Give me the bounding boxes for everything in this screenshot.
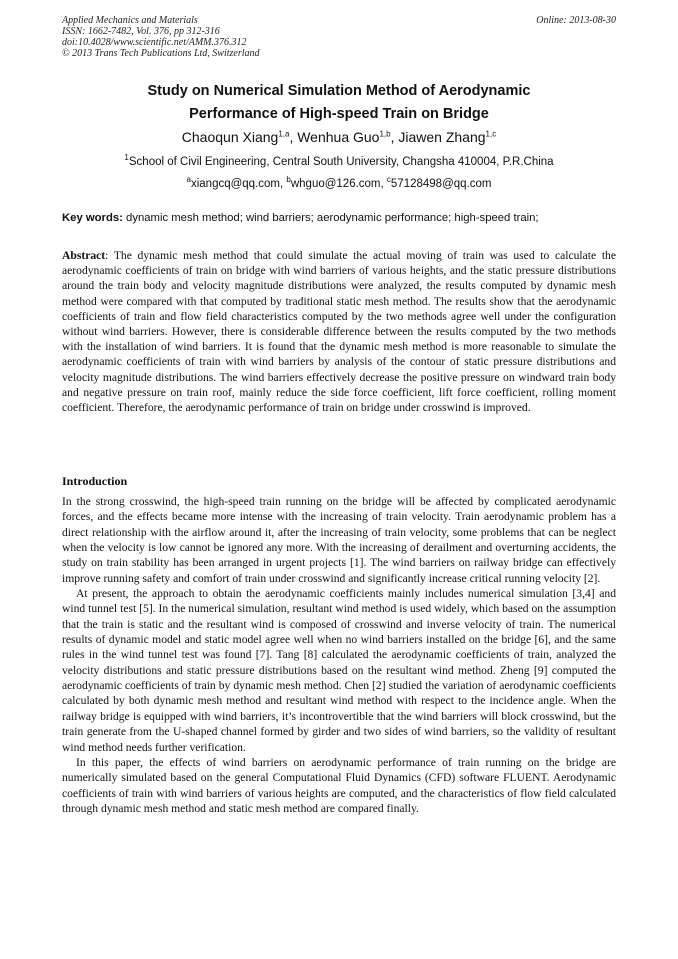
paragraph: In this paper, the effects of wind barriers on aerodynamic performance of train running on the bridge are numerically simulated based on the general Computational Fluid Dynamics (CFD) software FLUENT. Aerodynamic coefficients of train with wind barriers of various heights are computed, and the characteristics of flow field calculated through dynamic mesh method and static mesh method are compared finally. (62, 755, 616, 815)
keywords-text: dynamic mesh method; wind barriers; aerodynamic performance; high-speed train; (122, 212, 539, 224)
copyright-line: © 2013 Trans Tech Publications Ltd, Switzerland (62, 48, 260, 59)
author-sup: 1,c (485, 129, 497, 139)
paper-title-line-2: Performance of High-speed Train on Bridge (189, 106, 489, 122)
paragraph: At present, the approach to obtain the aerodynamic coefficients mainly includes numerical simulation [3,4] and wind tunnel test [5]. In the numerical simulation, resultant wind method is used widely, which based on the assumption that the train is static and the resultant wind is composed of crosswind and inverse velocity of train. The numerical results of dynamic model and static model agree well when no wind barriers installed on the bridge [6], and the same rules in the wind tunnel test was found [7]. Tang [8] calculated the aerodynamic coefficients of train, analyzed the velocity distributions and static pressure distributions based on the resultant wind method. Zheng [9] computed the aerodynamic coefficients of train by dynamic mesh method. Chen [2] studied the variation of aerodynamic coefficients calculated by both dynamic mesh method and resultant wind method with respect to the incidence angle. When the railway bridge is equipped with wind barriers, it’s incontrovertible that the wind barriers will block crosswind, but the train generate from the U-shaped channel formed by girder and two sides of wind barriers, so the validity of resultant wind method needs further verification. (62, 587, 616, 754)
email-link[interactable]: 57128498@qq.com (390, 178, 492, 190)
keywords (62, 210, 616, 226)
online-date: Online: 2013-08-30 (536, 15, 616, 26)
author: Wenhua Guo$^{1,b}$, (297, 129, 399, 145)
abstract-text: : The dynamic mesh method that could simulate the actual moving of train was used to calculate the aerodynamic coefficients of train on bridge with wind barriers of various heights, and the static pressure distributions around the train body and velocity magnitude distributions were analyzed, the results computed by dynamic mesh method were compared with that computed by traditional static mesh method. The results show that the aerodynamic coefficients of train and flow field characteristics computed by the two methods agree well under the configuration without wind barriers. However, there is considerable difference between the results computed by the two methods with the installation of wind barriers. It is found that the dynamic mesh method is more reasonable to simulate the aerodynamic coefficients of train with wind barriers by analysis of the contour of static pressure distributions and velocity magnitude distributions. The wind barriers effectively decrease the positive pressure on windward train body and negative pressure on train roof, mainly reduce the side force coefficient, lift force coefficient, rolling moment coefficient. Therefore, the aerodynamic performance of train on bridge under crosswind is improved. (62, 249, 616, 415)
abstract-label: Abstract (62, 249, 106, 262)
author-list (62, 127, 616, 147)
author-name: Jiawen Zhang (398, 129, 486, 145)
email-list: $^a$xiangcq@qq.com, $^b$whguo@126.com, $^c$57128498@qq.com (186, 175, 492, 190)
author-name: Chaoqun Xiang (181, 129, 279, 145)
author: Chaoqun Xiang$^{1,a}$, (181, 129, 298, 145)
author (398, 129, 496, 145)
author-sup: 1,a (278, 129, 290, 139)
author-name: Wenhua Guo (297, 129, 380, 145)
affiliation-text: School of Civil Engineering, Central South University, Changsha 410004, P.R.China (128, 156, 554, 168)
affiliation-sup: 1 (124, 153, 129, 163)
email-link[interactable]: xiangcq@qq.com (190, 178, 280, 190)
affiliation (62, 152, 616, 172)
issn-line: ISSN: 1662-7482, Vol. 376, pp 312-316 (62, 26, 220, 37)
introduction-body (62, 494, 616, 816)
journal-header (62, 15, 260, 59)
journal-name: Applied Mechanics and Materials (62, 15, 198, 26)
section-heading-introduction: Introduction (62, 474, 128, 488)
doi-line: doi:10.4028/www.scientific.net/AMM.376.312 (62, 37, 247, 48)
email-link[interactable]: whguo@126.com (290, 178, 381, 190)
author-sup: 1,b (379, 129, 391, 139)
keywords-label: Key words: (62, 212, 123, 224)
paragraph: In the strong crosswind, the high-speed train running on the bridge will be affected by complicated aerodynamic forces, and the effects became more intense with the increasing of train velocity. Train aerodynamic problem has a direct relationship with the airflow around it, after the increasing of train velocity, some problems that can be neglect when the velocity is low cannot be ignored any more. With the increasing of derailment and overturning accidents, the study on train stability has been arranged in urgent projects [1]. The wind barriers on railway bridge can effectively improve running safety and comfort of train under crosswind and significantly increase critical running velocity [2]. (62, 495, 616, 585)
paper-title-line-1: Study on Numerical Simulation Method of Aerodynamic (147, 83, 531, 99)
abstract (62, 248, 616, 415)
